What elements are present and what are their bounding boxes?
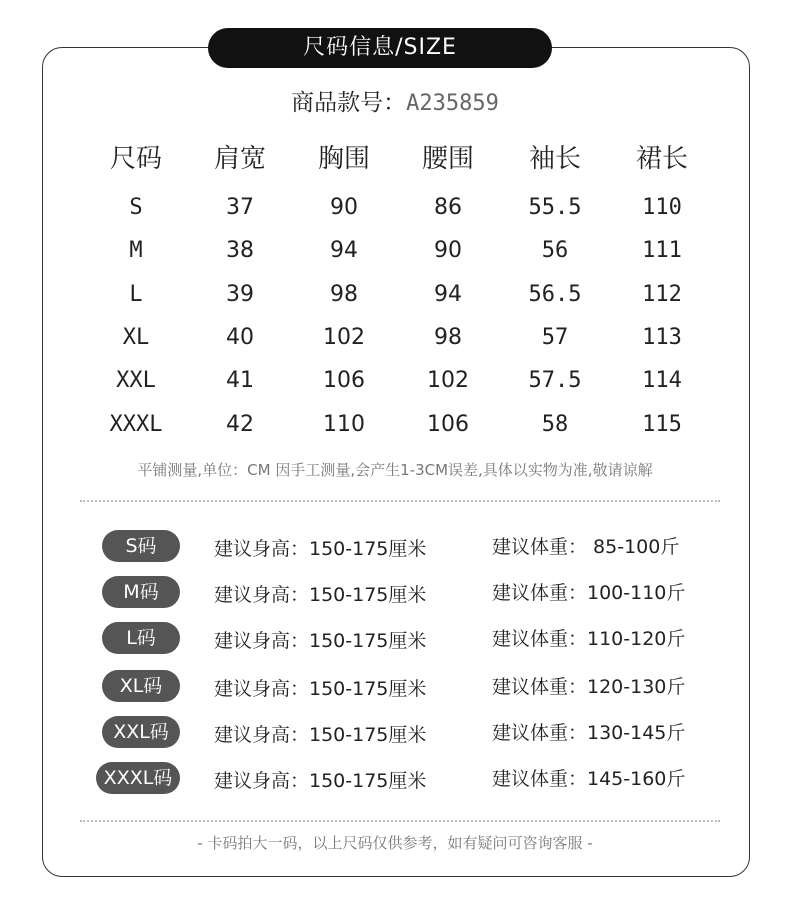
recommended-weight: 建议体重：110-120斤 [492, 628, 686, 650]
table-cell: 42 [226, 411, 254, 437]
recommended-height: 建议身高：150-175厘米 [214, 584, 427, 606]
size-badge: M码 [102, 576, 180, 608]
size-badge: S码 [102, 530, 180, 562]
table-cell: 94 [434, 281, 462, 307]
dotted-divider [80, 500, 720, 502]
table-cell: 110 [323, 411, 365, 437]
product-code-label: 商品款号： [291, 90, 407, 116]
header-bust: 胸围 [317, 143, 370, 174]
recommended-weight: 建议体重：120-130斤 [492, 676, 686, 698]
table-cell: 110 [642, 195, 682, 221]
page-title: 尺码信息/SIZE [208, 28, 552, 68]
product-code-value: A235859 [406, 91, 499, 116]
table-cell: 106 [427, 411, 469, 437]
header-sleeve: 袖长 [528, 143, 581, 174]
table-cell: 112 [642, 281, 682, 307]
recommendation-row [0, 528, 790, 562]
table-cell: 106 [323, 368, 365, 394]
size-badge: XXL码 [102, 716, 180, 748]
table-cell: 114 [642, 368, 682, 394]
table-cell: 111 [642, 238, 682, 264]
product-code-line [0, 84, 790, 117]
table-cell: 38 [226, 238, 254, 264]
table-cell: 55.5 [528, 195, 582, 221]
recommended-height: 建议身高：150-175厘米 [214, 678, 427, 700]
recommended-height: 建议身高：150-175厘米 [214, 630, 427, 652]
table-cell: 56.5 [528, 281, 582, 307]
recommendation-row [0, 714, 790, 748]
size-badge: L码 [102, 622, 180, 654]
table-row [84, 273, 714, 316]
header-waist: 腰围 [421, 143, 474, 174]
size-badge: XXXL码 [96, 762, 180, 794]
table-cell: XL [122, 325, 150, 351]
table-cell: L [129, 281, 143, 307]
table-row [84, 186, 714, 229]
table-cell: 41 [226, 368, 254, 394]
table-cell: XXXL [109, 411, 163, 437]
table-cell: 58 [541, 411, 569, 437]
table-cell: 37 [226, 195, 254, 221]
size-table [84, 134, 714, 446]
table-cell: 86 [434, 195, 462, 221]
table-cell: 57 [541, 325, 569, 351]
table-cell: S [129, 195, 143, 221]
header-shoulder: 肩宽 [213, 143, 266, 174]
recommended-height: 建议身高：150-175厘米 [214, 770, 427, 792]
table-cell: 102 [427, 368, 469, 394]
table-row [84, 402, 714, 445]
table-cell: 57.5 [528, 368, 582, 394]
recommendation-row [0, 668, 790, 702]
measurement-note: 平铺测量,单位：CM 因手工测量,会产生1-3CM误差,具体以实物为准,敬请谅解 [137, 461, 653, 479]
recommendation-row [0, 620, 790, 654]
table-cell: 98 [434, 325, 462, 351]
table-cell: 98 [330, 281, 358, 307]
table-cell: 39 [226, 281, 254, 307]
table-header-row [84, 134, 714, 178]
table-row [84, 229, 714, 272]
recommended-weight: 建议体重：145-160斤 [492, 768, 686, 790]
size-badge: XL码 [102, 670, 180, 702]
footer-note: - 卡码拍大一码，以上尺码仅供参考，如有疑问可咨询客服 - [197, 834, 593, 852]
recommended-weight: 建议体重：100-110斤 [492, 582, 686, 604]
table-cell: 90 [434, 238, 462, 264]
table-row [84, 359, 714, 402]
recommended-weight: 建议体重： 85-100斤 [492, 536, 680, 558]
table-cell: 40 [226, 325, 254, 351]
table-cell: 90 [330, 195, 358, 221]
recommendation-row [0, 574, 790, 608]
dotted-divider [80, 820, 720, 822]
table-cell: M [129, 238, 143, 264]
header-skirt-length: 裙长 [635, 143, 688, 174]
recommended-height: 建议身高：150-175厘米 [214, 538, 427, 560]
header-size: 尺码 [109, 143, 162, 174]
recommended-height: 建议身高：150-175厘米 [214, 724, 427, 746]
table-cell: 56 [541, 238, 569, 264]
recommended-weight: 建议体重：130-145斤 [492, 722, 686, 744]
table-cell: 94 [330, 238, 358, 264]
table-cell: 102 [323, 325, 365, 351]
table-cell: 115 [642, 411, 682, 437]
table-cell: 113 [642, 325, 682, 351]
table-row [84, 316, 714, 359]
table-cell: XXL [116, 368, 156, 394]
recommendation-row [0, 760, 790, 794]
